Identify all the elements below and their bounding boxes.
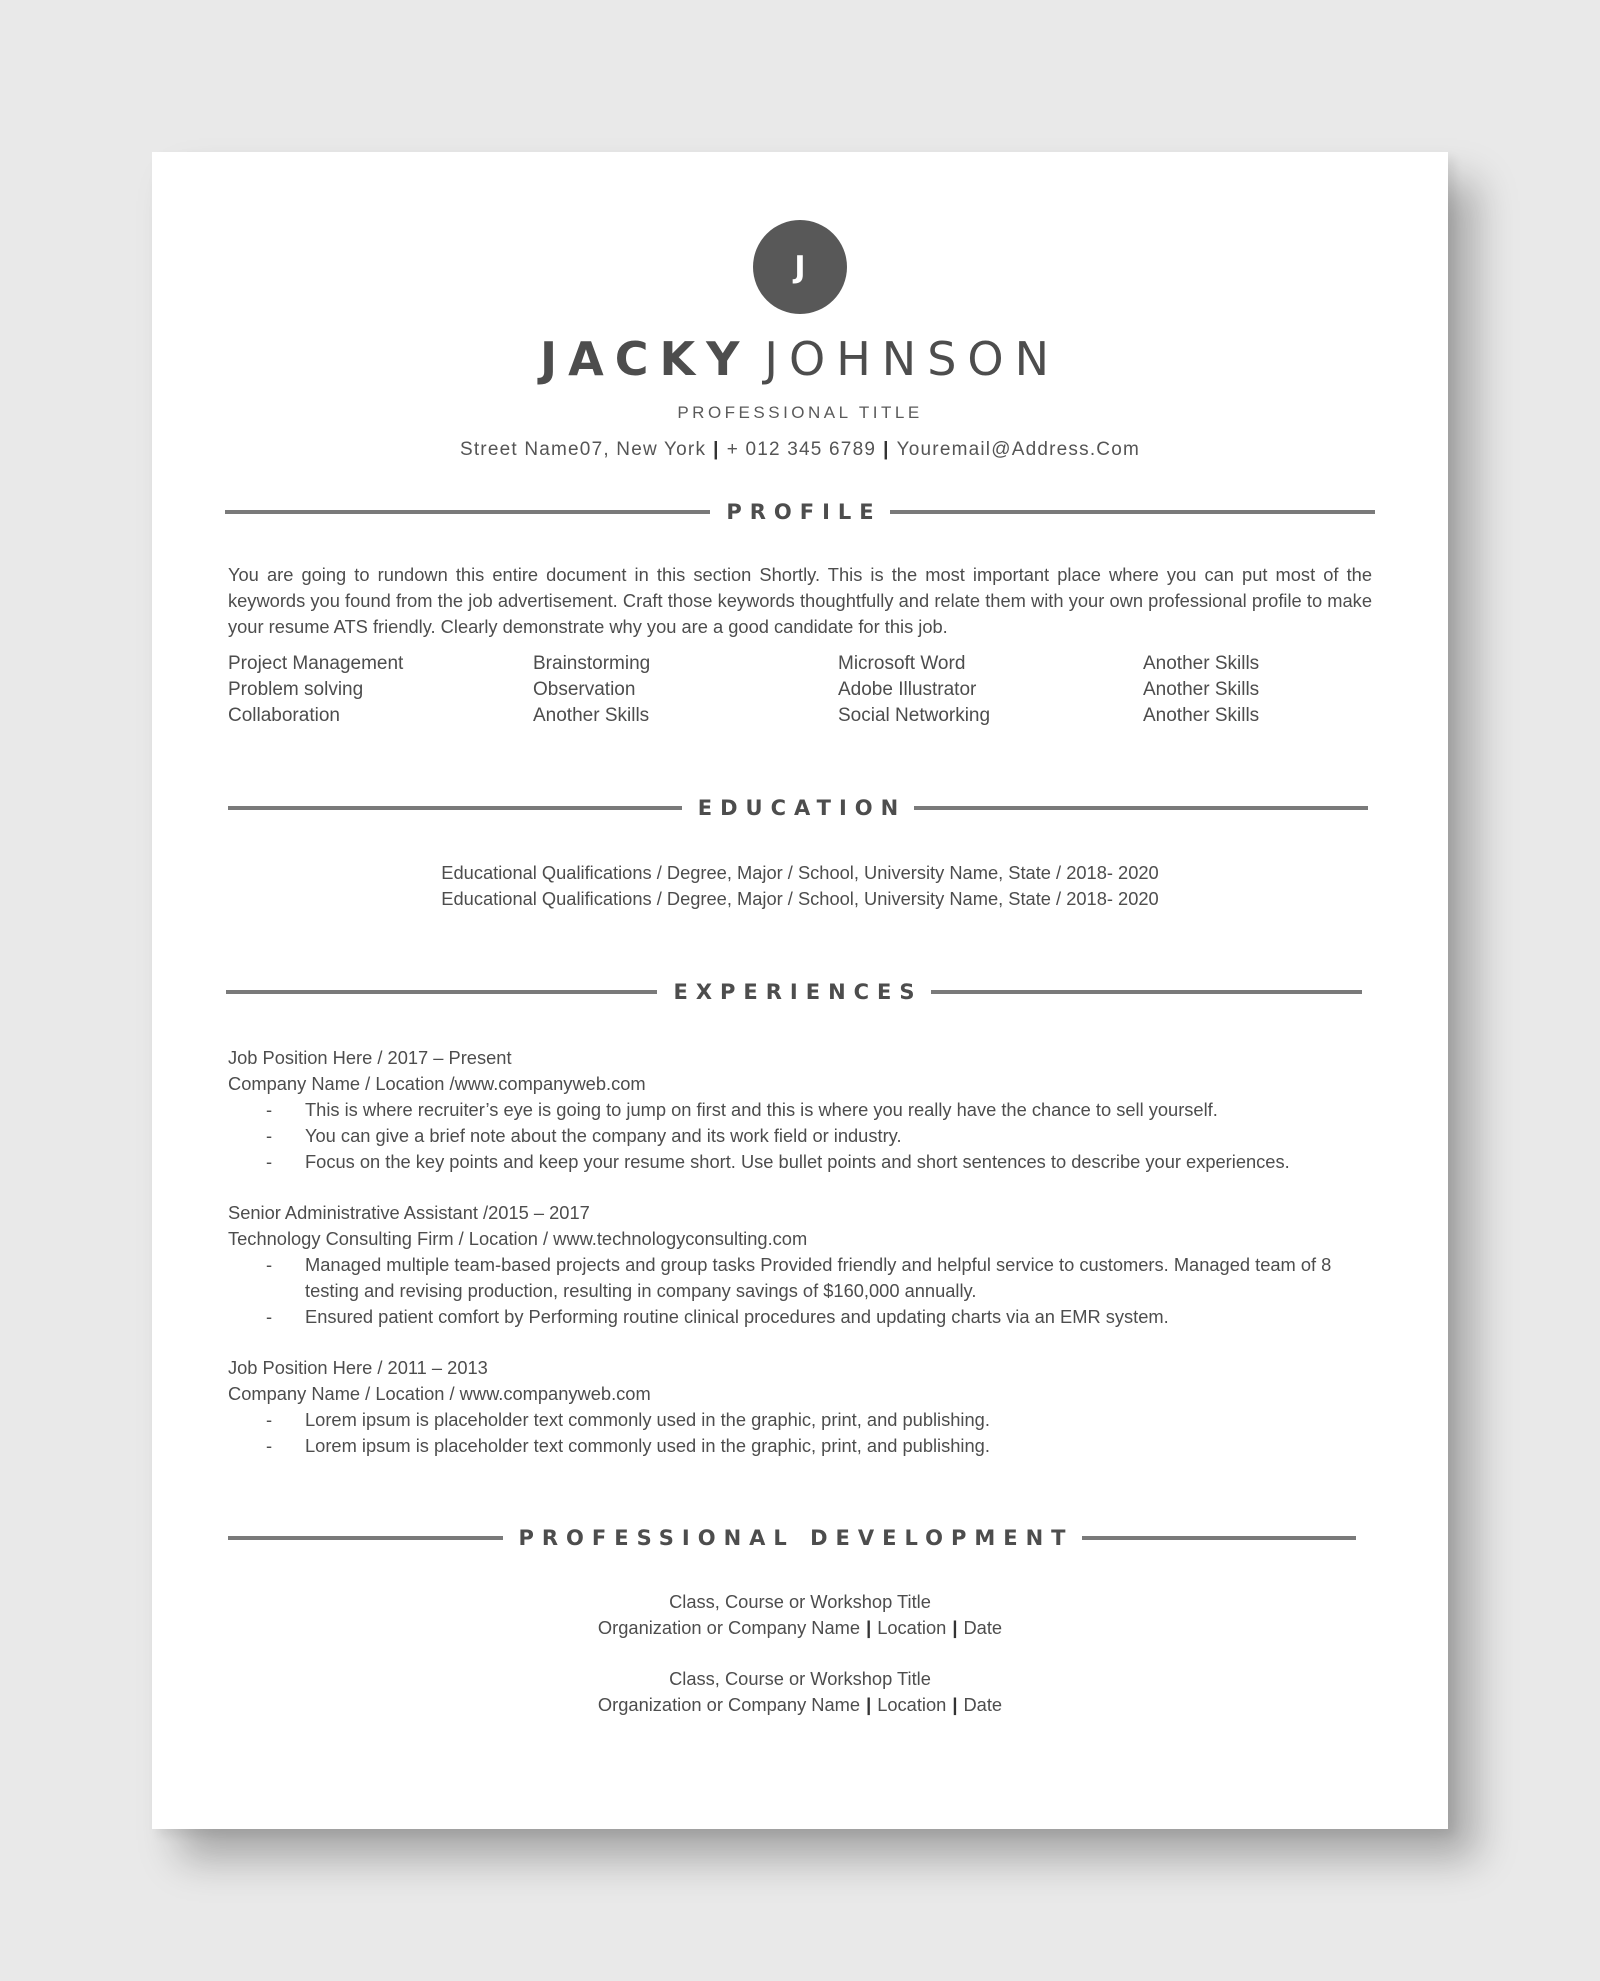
heading-rule-left [228, 1536, 503, 1540]
heading-rule-right [1082, 1536, 1357, 1540]
course-organization: Organization or Company Name [597, 1617, 861, 1638]
course-location: Location [877, 1617, 947, 1638]
heading-rule-right [914, 806, 1368, 810]
job-company: Company Name / Location /www.companyweb.com [228, 1073, 646, 1094]
development-entry [152, 1666, 1448, 1718]
job-bullet: - Focus on the key points and keep your resume short. Use bullet points and short sentences to describe your experiences. [228, 1149, 1372, 1175]
professional-title: PROFESSIONAL TITLE [677, 403, 923, 422]
skill-item: Problem solving [228, 679, 364, 700]
section-title: EDUCATION [697, 796, 907, 820]
skill-item: Observation [533, 679, 636, 700]
profile-summary: You are going to rundown this entire document in this section Shortly. This is the most important place where you can put most of the keywords you found from the job advertisement. Craft those keywords thoughtfully and relate them with your own professional profile to make your resume ATS friendly. Clearly demonstrate why you are a good candidate for this job. [228, 564, 1372, 637]
first-name: JACKY [539, 332, 751, 386]
job-entry [228, 1355, 1372, 1459]
skills-grid [228, 651, 1448, 729]
last-name: JOHNSON [764, 332, 1061, 386]
education-entry: Educational Qualifications / Degree, Major / School, University Name, State / 2018- 2020 [441, 888, 1159, 909]
course-title: Class, Course or Workshop Title [669, 1668, 931, 1689]
skill-item: Social Networking [838, 705, 991, 726]
heading-rule-left [225, 510, 710, 514]
section-title: PROFILE [726, 500, 882, 524]
education-entry: Educational Qualifications / Degree, Major / School, University Name, State / 2018- 2020 [441, 862, 1159, 883]
job-bullet: - Lorem ipsum is placeholder text commonly used in the graphic, print, and publishing. [228, 1407, 1372, 1433]
skill-item: Brainstorming [533, 653, 651, 674]
contact-separator: | [883, 439, 890, 460]
job-entry [228, 1200, 1372, 1330]
skill-item: Collaboration [228, 705, 340, 726]
detail-separator: | [866, 1617, 872, 1638]
course-location: Location [877, 1694, 947, 1715]
contact-address: Street Name07, New York [459, 439, 707, 460]
job-position: Senior Administrative Assistant /2015 – 2017 [228, 1202, 590, 1223]
resume-page [152, 152, 1448, 1829]
skill-item: Another Skills [1143, 679, 1260, 700]
section-title: PROFESSIONAL DEVELOPMENT [518, 1526, 1074, 1550]
detail-separator: | [952, 1694, 958, 1715]
course-date: Date [963, 1617, 1003, 1638]
candidate-name [152, 332, 1448, 386]
job-position: Job Position Here / 2017 – Present [228, 1047, 512, 1068]
profile-heading [225, 500, 1375, 524]
course-title: Class, Course or Workshop Title [669, 1591, 931, 1612]
job-entry [228, 1045, 1372, 1175]
job-position: Job Position Here / 2011 – 2013 [228, 1357, 488, 1378]
job-bullets [228, 1407, 1372, 1459]
heading-rule-left [226, 990, 657, 994]
job-company: Technology Consulting Firm / Location / www.technologyconsulting.com [228, 1228, 808, 1249]
job-bullet: - This is where recruiter’s eye is going to jump on first and this is where you really have the chance to sell yourself. [228, 1097, 1372, 1123]
contact-email: Youremail@Address.Com [896, 439, 1141, 460]
detail-separator: | [952, 1617, 958, 1638]
education-heading [228, 796, 1368, 820]
course-details [152, 1615, 1448, 1641]
course-details [152, 1692, 1448, 1718]
contact-line [152, 439, 1448, 461]
skill-item: Project Management [228, 653, 404, 674]
job-bullets [228, 1097, 1372, 1175]
section-title: EXPERIENCES [673, 980, 923, 1004]
course-organization: Organization or Company Name [597, 1694, 861, 1715]
skill-item: Another Skills [533, 705, 650, 726]
job-bullet: - Managed multiple team-based projects and group tasks Provided friendly and helpful service to customers. Managed team of 8 testing and revising production, resulting in company savings of $160,000 annually. [228, 1252, 1372, 1304]
heading-rule-right [890, 510, 1375, 514]
education-list [152, 860, 1448, 912]
professional-development-list [152, 1589, 1448, 1743]
avatar-initial: J [794, 249, 806, 285]
job-bullets [228, 1252, 1372, 1330]
job-bullet: - You can give a brief note about the company and its work field or industry. [228, 1123, 1372, 1149]
job-bullet: - Lorem ipsum is placeholder text commonly used in the graphic, print, and publishing. [228, 1433, 1372, 1459]
professional-development-heading [228, 1526, 1356, 1550]
initial-avatar [753, 220, 847, 314]
experiences-heading [226, 980, 1362, 1004]
development-entry [152, 1589, 1448, 1641]
skill-item: Adobe Illustrator [838, 679, 977, 700]
skill-item: Microsoft Word [838, 653, 966, 674]
job-company: Company Name / Location / www.companyweb.com [228, 1383, 651, 1404]
detail-separator: | [866, 1694, 872, 1715]
heading-rule-right [931, 990, 1362, 994]
course-date: Date [963, 1694, 1003, 1715]
skill-item: Another Skills [1143, 705, 1260, 726]
experience-list [228, 1045, 1372, 1484]
heading-rule-left [228, 806, 682, 810]
skill-item: Another Skills [1143, 653, 1260, 674]
job-bullet: - Ensured patient comfort by Performing routine clinical procedures and updating charts via an EMR system. [228, 1304, 1372, 1330]
contact-separator: | [713, 439, 720, 460]
contact-phone: + 012 345 6789 [726, 439, 877, 460]
